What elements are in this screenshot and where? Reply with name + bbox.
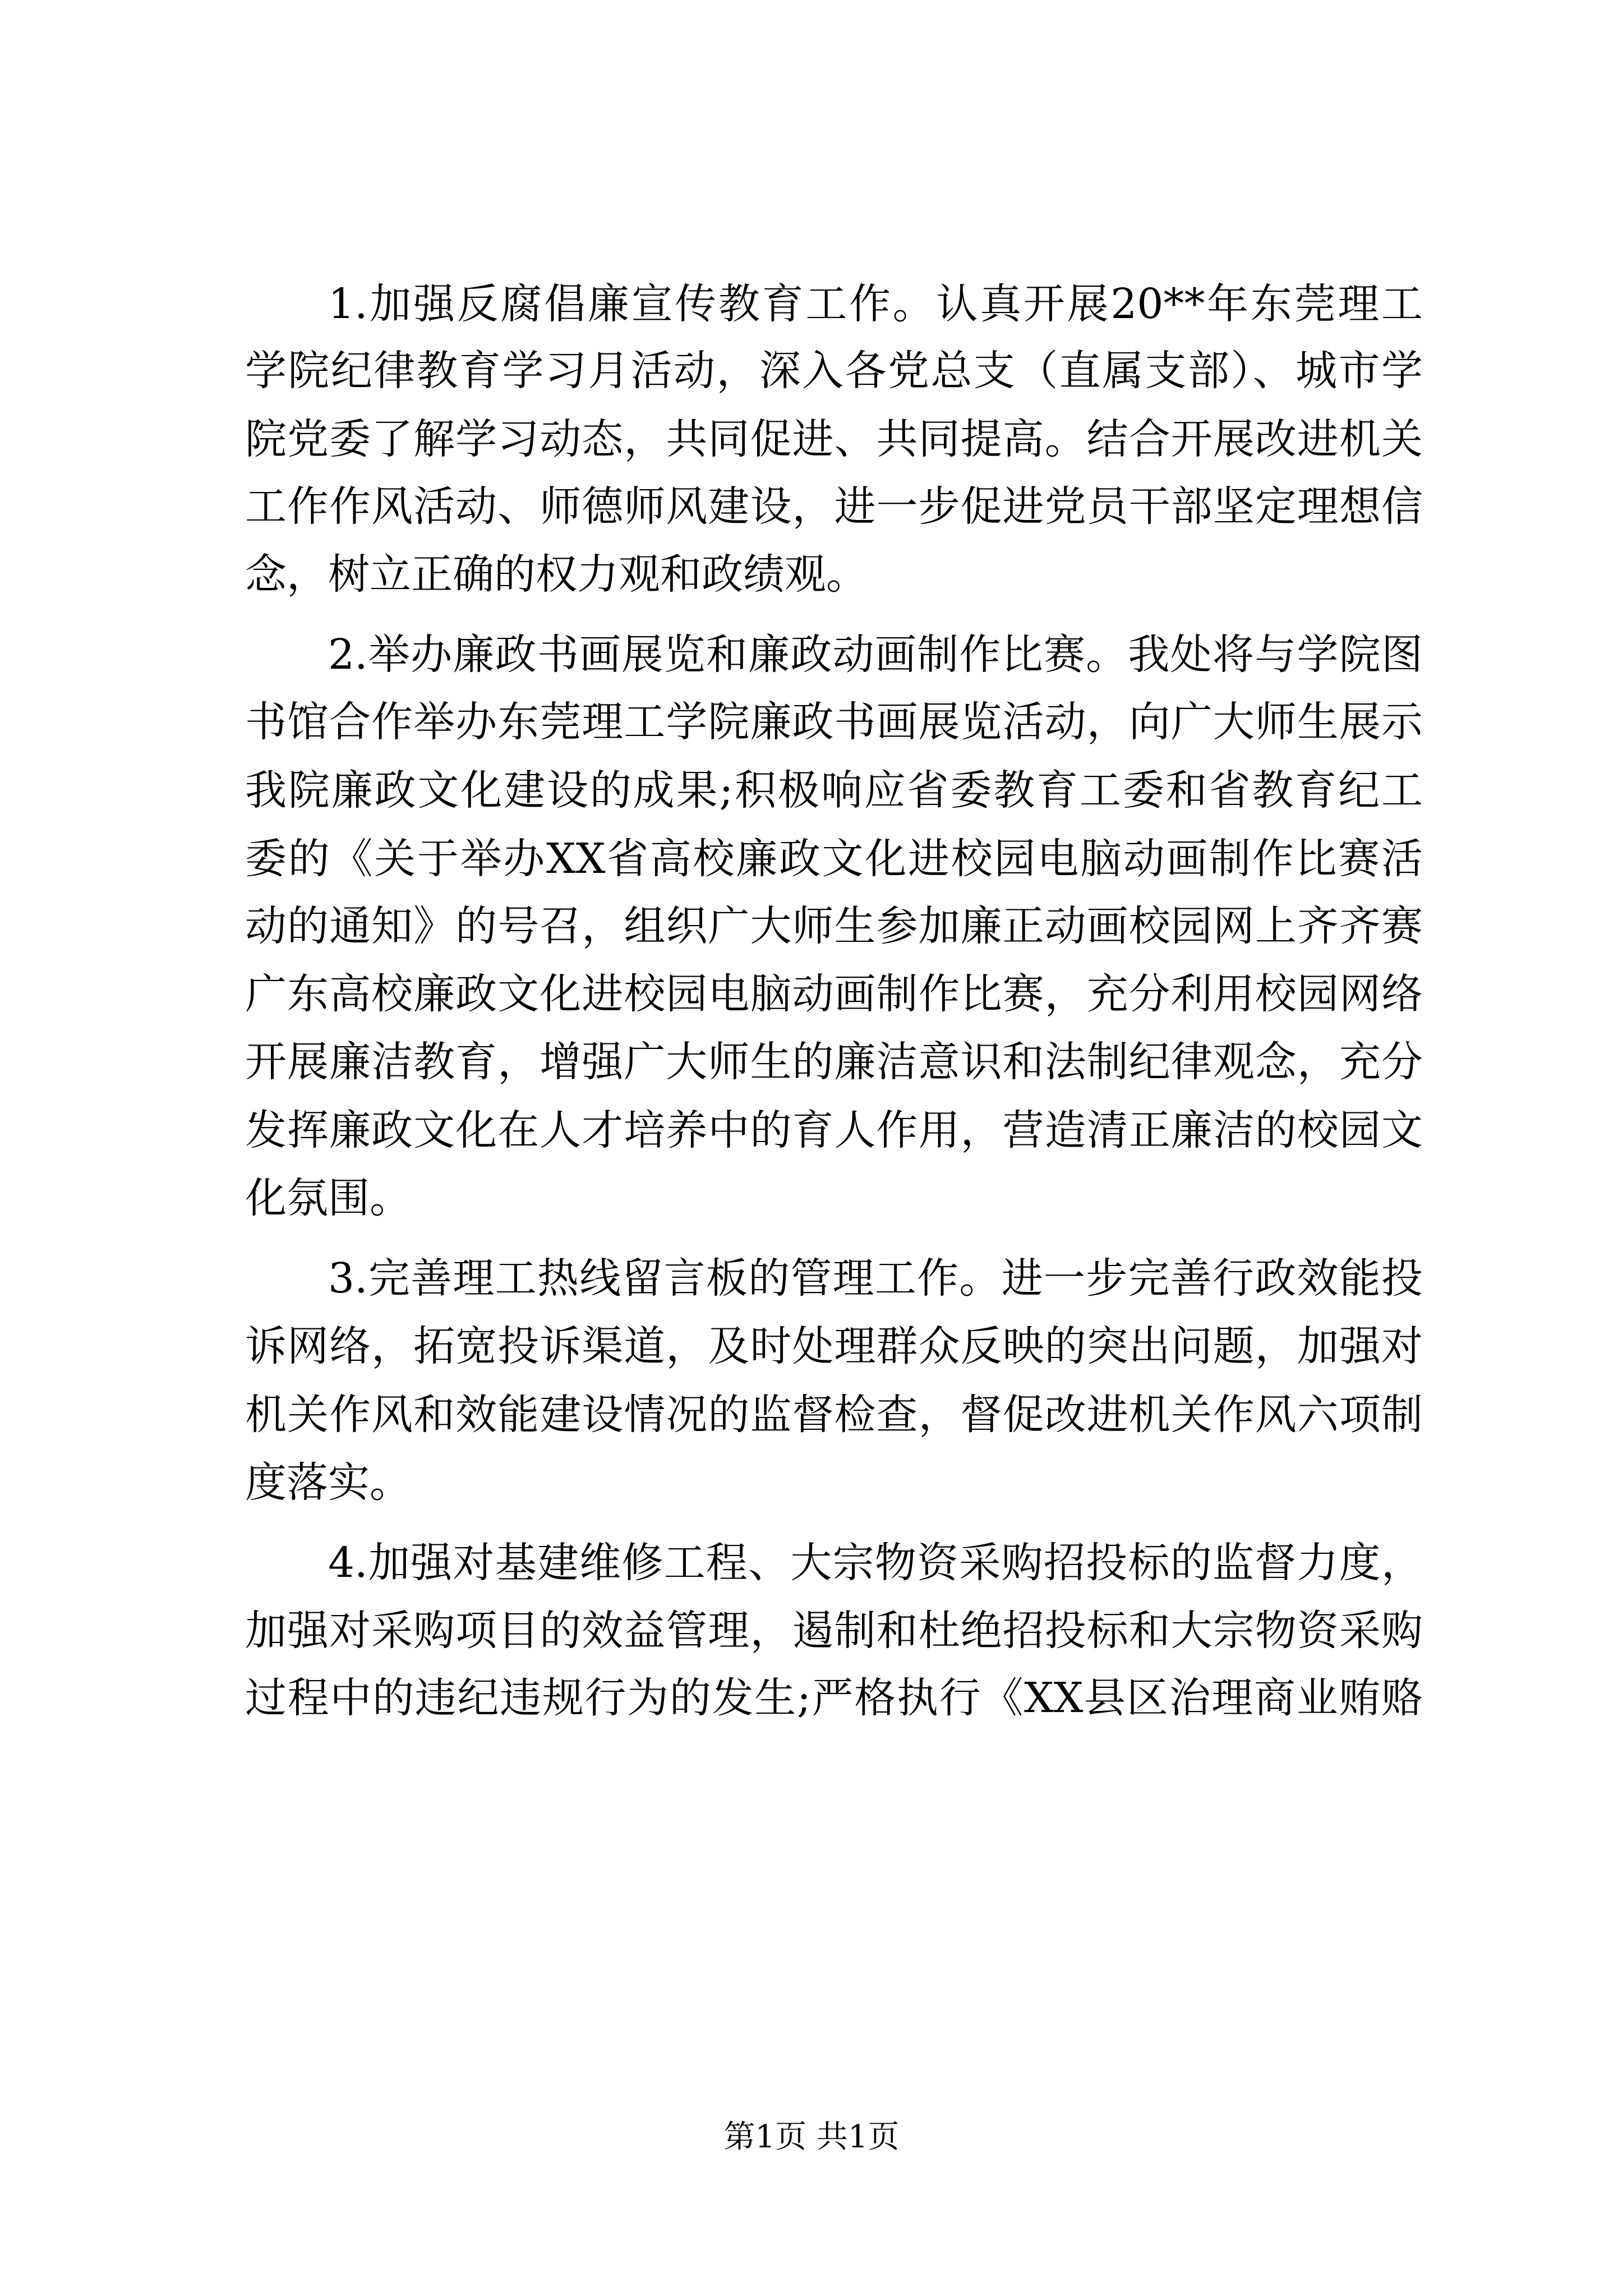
page-number-footer: 第1页 共1页 bbox=[723, 2119, 900, 2155]
paragraph-2-line-6: 广东高校廉政文化进校园电脑动画制作比赛，充分利用校园网络 bbox=[245, 970, 1423, 1018]
paragraph-4-line-3: 过程中的违纪违规行为的发生;严格执行《XX县区治理商业贿赂 bbox=[245, 1674, 1423, 1722]
paragraph-2-line-8: 发挥廉政文化在人才培养中的育人作用，营造清正廉洁的校园文 bbox=[245, 1106, 1423, 1154]
paragraph-3-line-4: 度落实。 bbox=[245, 1458, 411, 1507]
paragraph-1-line-1: 1.加强反腐倡廉宣传教育工作。认真开展20**年东莞理工 bbox=[328, 280, 1423, 328]
paragraph-2-line-1: 2.举办廉政书画展览和廉政动画制作比赛。我处将与学院图 bbox=[328, 631, 1423, 679]
paragraph-2-line-9: 化氛围。 bbox=[245, 1174, 411, 1222]
paragraph-1-line-5: 念，树立正确的权力观和政绩观。 bbox=[245, 550, 868, 599]
paragraph-3-line-1: 3.完善理工热线留言板的管理工作。进一步完善行政效能投 bbox=[328, 1254, 1423, 1303]
paragraph-2-line-3: 我院廉政文化建设的成果;积极响应省委教育工委和省教育纪工 bbox=[245, 766, 1423, 815]
paragraph-3-line-2: 诉网络，拓宽投诉渠道，及时处理群众反映的突出问题，加强对 bbox=[245, 1322, 1423, 1370]
paragraph-4-line-1: 4.加强对基建维修工程、大宗物资采购招投标的监督力度， bbox=[328, 1539, 1423, 1587]
paragraph-2-line-5: 动的通知》的号召，组织广大师生参加廉正动画校园网上齐齐赛 bbox=[245, 902, 1423, 950]
paragraph-1-line-3: 院党委了解学习动态，共同促进、共同提高。结合开展改进机关 bbox=[245, 415, 1423, 463]
paragraph-2-line-7: 开展廉洁教育，增强广大师生的廉洁意识和法制纪律观念，充分 bbox=[245, 1038, 1423, 1086]
paragraph-2-line-4: 委的《关于举办XX省高校廉政文化进校园电脑动画制作比赛活 bbox=[245, 835, 1423, 883]
paragraph-3-line-3: 机关作风和效能建设情况的监督检查，督促改进机关作风六项制 bbox=[245, 1391, 1423, 1439]
paragraph-2-line-2: 书馆合作举办东莞理工学院廉政书画展览活动，向广大师生展示 bbox=[245, 698, 1423, 746]
paragraph-4-line-2: 加强对采购项目的效益管理，遏制和杜绝招投标和大宗物资采购 bbox=[245, 1607, 1423, 1655]
paragraph-1-line-4: 工作作风活动、师德师风建设，进一步促进党员干部坚定理想信 bbox=[245, 482, 1423, 531]
paragraph-1-line-2: 学院纪律教育学习月活动，深入各党总支（直属支部）、城市学 bbox=[245, 347, 1423, 395]
